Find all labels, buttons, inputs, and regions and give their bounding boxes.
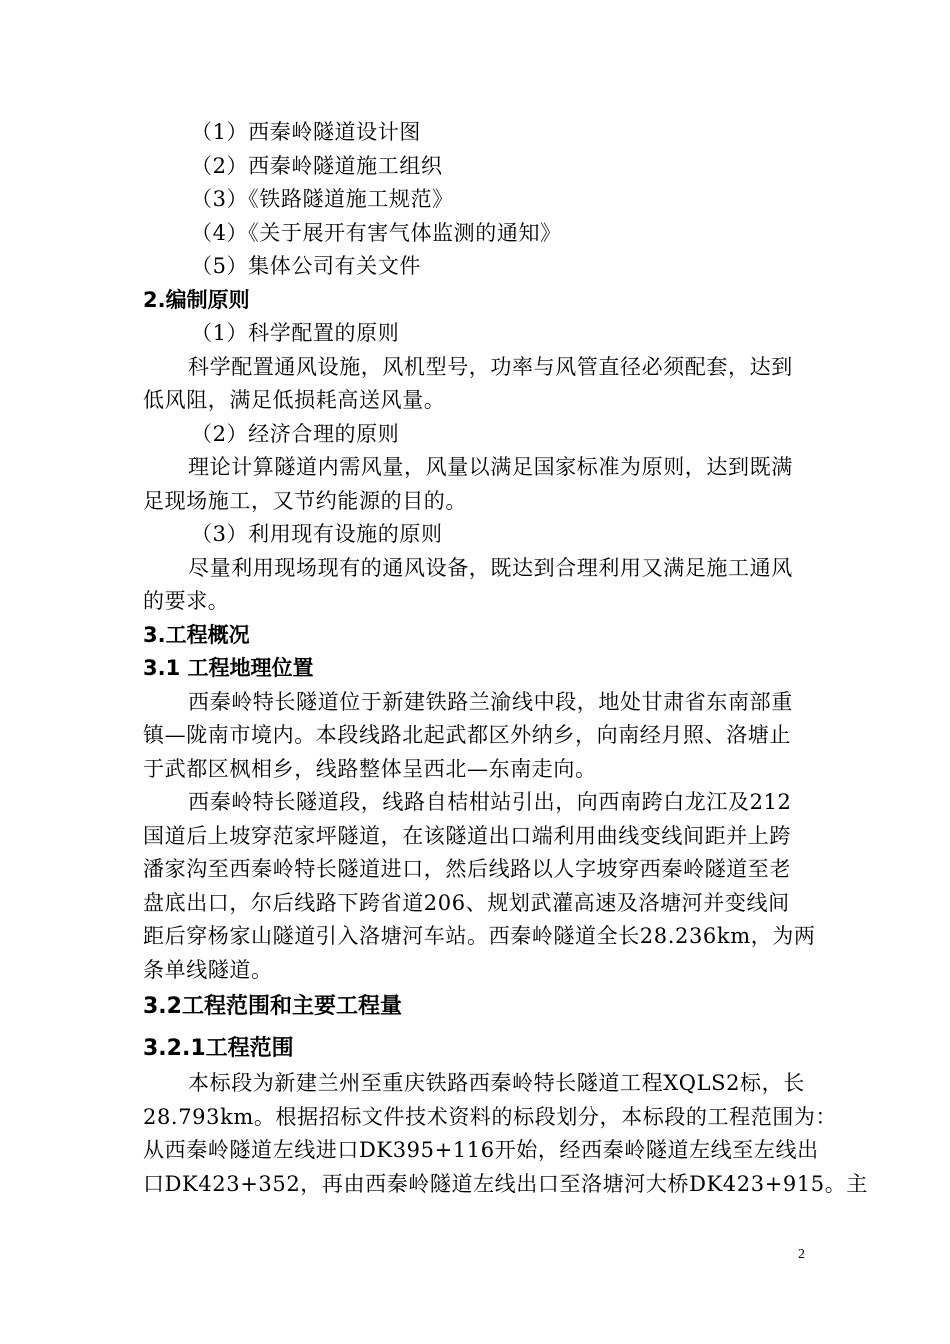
paragraph-line: 距后穿杨家山隧道引入洛塘河车站。西秦岭隧道全长28.236km，为两 — [143, 924, 816, 948]
principle-heading: （1）科学配置的原则 — [191, 321, 400, 345]
paragraph-line: 西秦岭特长隧道段，线路自桔柑站引出，向西南跨白龙江及212 — [188, 790, 792, 814]
paragraph-line: 28.793km。根据招标文件技术资料的标段划分，本标段的工程范围为： — [143, 1104, 838, 1129]
subsection-heading: 3.2工程范围和主要工程量 — [143, 994, 402, 1019]
paragraph-line: 科学配置通风设施，风机型号，功率与风管直径必须配套，达到 — [188, 354, 793, 379]
paragraph-line: 于武都区枫相乡，线路整体呈西北—东南走向。 — [143, 756, 597, 781]
principle-heading: （3）利用现有设施的原则 — [191, 522, 443, 546]
section-heading: 2.编制原则 — [143, 287, 250, 312]
paragraph-line: 条单线隧道。 — [143, 957, 273, 982]
reference-item: （2）西秦岭隧道施工组织 — [191, 153, 443, 178]
section-heading: 3.工程概况 — [143, 622, 250, 647]
paragraph-line: 口DK423+352，再由西秦岭隧道左线出口至洛塘河大桥DK423+915。主 — [143, 1171, 868, 1196]
subsubsection-heading: 3.2.1工程范围 — [143, 1036, 294, 1061]
paragraph-line: 的要求。 — [143, 589, 230, 613]
paragraph-line: 足现场施工，又节约能源的目的。 — [143, 488, 467, 513]
paragraph-line: 本标段为新建兰州至重庆铁路西秦岭特长隧道工程XQLS2标，长 — [188, 1071, 805, 1095]
subsection-heading: 3.1 工程地理位置 — [143, 656, 314, 680]
paragraph-line: 西秦岭特长隧道位于新建铁路兰渝线中段，地处甘肃省东南部重 — [188, 689, 793, 714]
paragraph-line: 国道后上坡穿范家坪隧道，在该隧道出口端利用曲线变线间距并上跨 — [143, 823, 791, 848]
paragraph-line: 尽量利用现场现有的通风设备，既达到合理利用又满足施工通风 — [188, 555, 793, 580]
paragraph-line: 低风阻，满足低损耗高送风量。 — [143, 388, 446, 412]
reference-item: （5）集体公司有关文件 — [191, 254, 421, 278]
paragraph-line: 潘家沟至西秦岭特长隧道进口，然后线路以人字坡穿西秦岭隧道至老 — [143, 857, 791, 881]
paragraph-line: 盘底出口，尔后线路下跨省道206、规划武灌高速及洛塘河并变线间 — [143, 890, 790, 915]
reference-item: （1）西秦岭隧道设计图 — [191, 120, 421, 144]
page-number: 2 — [798, 1247, 805, 1262]
paragraph-line: 理论计算隧道内需风量，风量以满足国家标准为原则，达到既满 — [188, 455, 793, 479]
reference-item: （3）《铁路隧道施工规范》 — [191, 187, 454, 211]
reference-item: （4）《关于展开有害气体监测的通知》 — [191, 220, 562, 245]
paragraph-line: 镇—陇南市境内。本段线路北起武都区外纳乡，向南经月照、洛塘止 — [143, 723, 791, 747]
principle-heading: （2）经济合理的原则 — [191, 421, 400, 446]
paragraph-line: 从西秦岭隧道左线进口DK395+116开始，经西秦岭隧道左线至左线出 — [143, 1138, 819, 1162]
page-content — [143, 116, 868, 1201]
